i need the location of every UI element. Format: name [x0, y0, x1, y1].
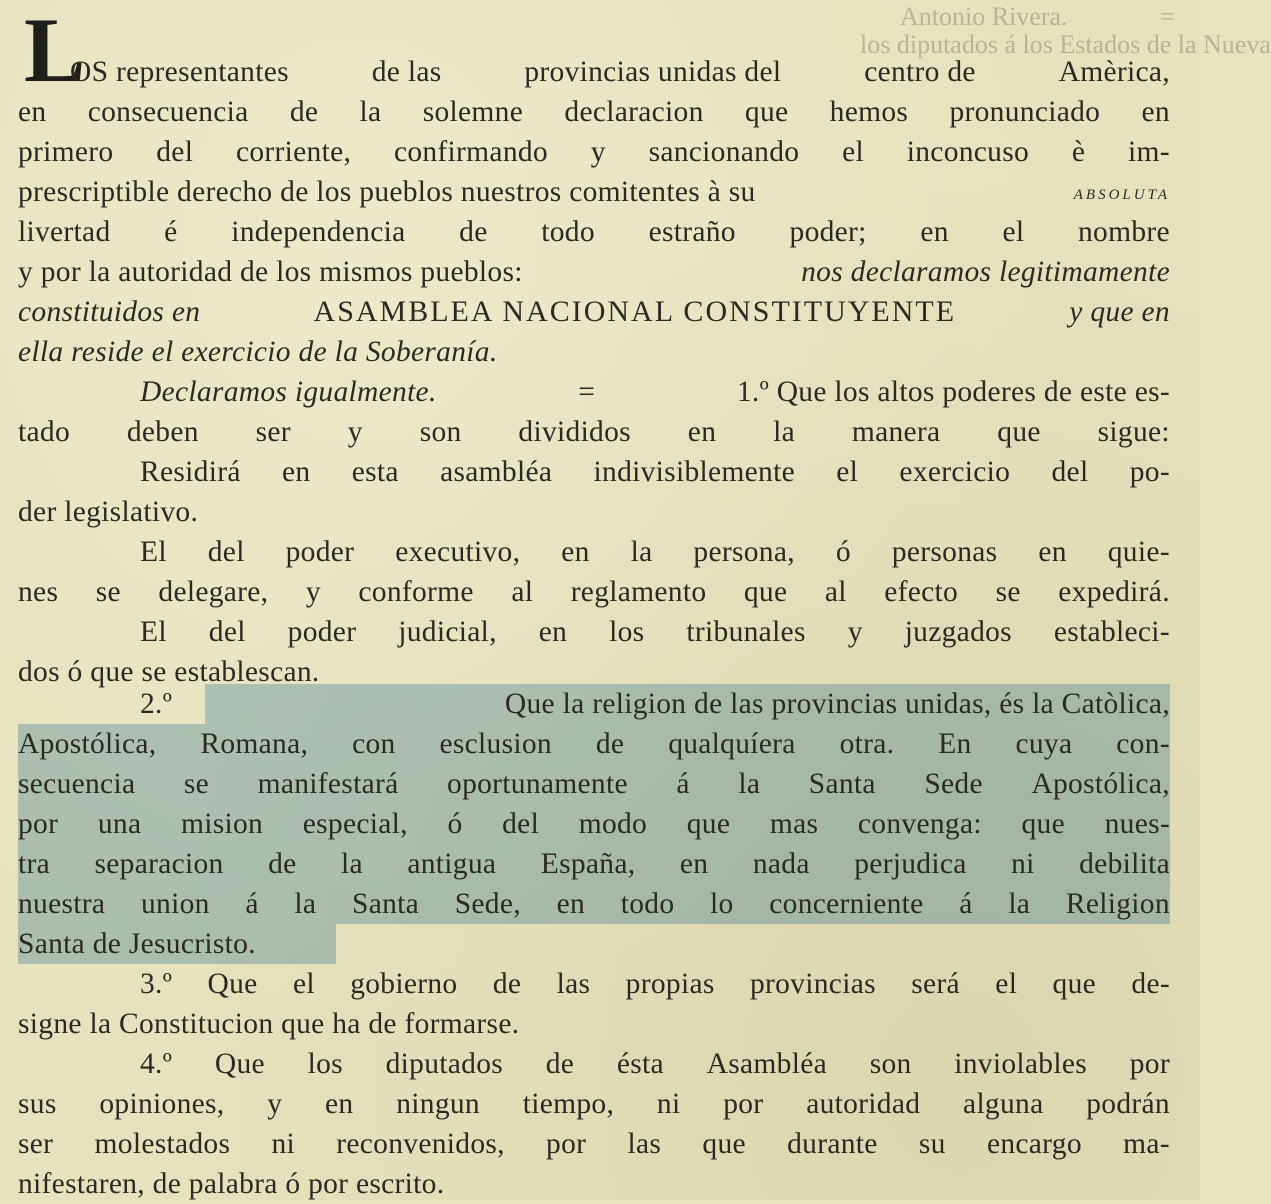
- word: livertad: [18, 216, 111, 248]
- word: en: [1038, 536, 1067, 568]
- word: su: [918, 1128, 946, 1160]
- line-27: [18, 1084, 1170, 1124]
- word: Que: [214, 1048, 265, 1080]
- word: en: [679, 848, 709, 880]
- word: 4.º: [140, 1048, 173, 1080]
- word: en: [18, 96, 47, 128]
- word: expedirá.: [1058, 576, 1170, 608]
- word: asambléa: [440, 456, 553, 488]
- word: poder;: [789, 216, 867, 248]
- word: la: [359, 96, 382, 128]
- word: de-: [1131, 968, 1170, 1000]
- word: judicial,: [398, 616, 497, 648]
- line-1-part-4: centro de: [864, 56, 976, 88]
- word: Que: [207, 968, 258, 1000]
- word: que: [686, 808, 731, 840]
- line-22: [18, 884, 1170, 924]
- word: nuestra: [18, 888, 106, 920]
- line-1: [70, 52, 1170, 92]
- word: esta: [351, 456, 399, 488]
- line-6-text: y por la autoridad de los mismos pueblos:: [18, 256, 523, 288]
- word: se: [95, 576, 121, 608]
- line-5: [18, 212, 1170, 252]
- word: esclusion: [439, 728, 552, 760]
- word: ni: [1011, 848, 1035, 880]
- bleed-mark: =: [1160, 2, 1175, 31]
- line-11: [140, 452, 1170, 492]
- word: las: [556, 968, 591, 1000]
- word: lo: [710, 888, 734, 920]
- line-9-equals: =: [578, 376, 596, 408]
- word: provincias: [749, 968, 876, 1000]
- word: por: [18, 808, 59, 840]
- word: ni: [271, 1128, 296, 1160]
- word: opiniones,: [99, 1088, 225, 1120]
- line-26: [140, 1044, 1170, 1084]
- word: declaracion: [564, 96, 704, 128]
- line-29-text: nifestaren, de palabra ó por escrito.: [18, 1168, 445, 1200]
- line-17-text: Que la religion de las provincias unidas, és la Catòlica,: [504, 688, 1170, 720]
- line-7-italic: constituidos en: [18, 296, 201, 328]
- word: estableci-: [1053, 616, 1170, 648]
- word: 3.º: [140, 968, 173, 1000]
- word: efecto: [884, 576, 959, 608]
- line-8-italic: ella reside el exercicio de la Soberanía.: [18, 336, 498, 368]
- word: en: [538, 616, 568, 648]
- word: sus: [18, 1088, 57, 1120]
- word: el: [292, 968, 315, 1000]
- line-4-smallcaps: absoluta: [1073, 179, 1170, 204]
- word: tiempo,: [522, 1088, 615, 1120]
- word: convenga:: [857, 808, 982, 840]
- word: especial,: [302, 808, 408, 840]
- line-7-caps: ASAMBLEA NACIONAL CONSTITUYENTE: [313, 295, 957, 328]
- word: una: [97, 808, 142, 840]
- line-7: [18, 292, 1170, 332]
- word: los: [609, 616, 645, 648]
- word: alguna: [963, 1088, 1044, 1120]
- word: en: [1141, 96, 1170, 128]
- word: en: [687, 416, 717, 448]
- word: juzgados: [904, 616, 1012, 648]
- line-2: [18, 92, 1170, 132]
- word: á: [245, 888, 259, 920]
- word: exercicio: [899, 456, 1011, 488]
- word: tado: [18, 416, 70, 448]
- bleed-line-2: los diputados á los Estados de la Nueva: [860, 30, 1271, 59]
- word: Religion: [1065, 888, 1170, 920]
- word: Asambléa: [706, 1048, 827, 1080]
- word: Sede: [924, 768, 983, 800]
- word: se: [183, 768, 210, 800]
- word: nada: [752, 848, 810, 880]
- word: del: [1051, 456, 1089, 488]
- word: ma-: [1123, 1128, 1170, 1160]
- word: durante: [787, 1128, 878, 1160]
- word: primero: [18, 136, 114, 168]
- word: delegare,: [158, 576, 269, 608]
- word: antigua: [407, 848, 497, 880]
- line-9: [140, 372, 1170, 412]
- line-28: [18, 1124, 1170, 1164]
- word: diputados: [385, 1048, 504, 1080]
- word: en: [561, 536, 590, 568]
- word: el: [995, 968, 1018, 1000]
- word: á: [676, 768, 690, 800]
- word: poder: [287, 616, 357, 648]
- line-14: [18, 572, 1170, 612]
- line-12: [18, 492, 1170, 532]
- line-10: [18, 412, 1170, 452]
- word: reconvenidos,: [336, 1128, 505, 1160]
- word: solemne: [422, 96, 524, 128]
- line-19: [18, 764, 1170, 804]
- line-7-italic-tail: y que en: [1069, 296, 1170, 328]
- word: los: [307, 1048, 343, 1080]
- word: ser: [18, 1128, 54, 1160]
- word: que: [1021, 808, 1065, 840]
- bleed-through-text: [860, 0, 1271, 60]
- word: autoridad: [806, 1088, 921, 1120]
- word: nues-: [1104, 808, 1170, 840]
- word: corriente,: [235, 136, 352, 168]
- word: molestados: [94, 1128, 231, 1160]
- word: y: [267, 1088, 283, 1120]
- word: propias: [625, 968, 715, 1000]
- word: deben: [126, 416, 199, 448]
- word: de: [289, 96, 319, 128]
- word: è: [1071, 136, 1086, 168]
- word: que: [702, 1128, 746, 1160]
- word: concerniente: [769, 888, 924, 920]
- word: poder: [285, 536, 355, 568]
- line-6-italic: nos declaramos legitimamente: [801, 256, 1170, 288]
- line-25-text: signe la Constitucion que ha de formarse.: [18, 1008, 520, 1040]
- line-12-text: der legislativo.: [18, 496, 199, 528]
- word: gobierno: [350, 968, 458, 1000]
- word: la: [773, 416, 795, 448]
- word: independencia: [231, 216, 406, 248]
- word: El: [140, 616, 167, 648]
- line-17: [140, 684, 1170, 724]
- word: ó: [447, 808, 463, 840]
- word: encargo: [986, 1128, 1082, 1160]
- word: al: [511, 576, 534, 608]
- word: nombre: [1078, 216, 1170, 248]
- word: reglamento: [570, 576, 707, 608]
- word: del: [208, 616, 246, 648]
- word: Santa: [808, 768, 876, 800]
- word: podrán: [1086, 1088, 1170, 1120]
- word: la: [1008, 888, 1031, 920]
- word: á: [959, 888, 973, 920]
- word: divididos: [518, 416, 631, 448]
- word: quie-: [1107, 536, 1170, 568]
- line-6: [18, 252, 1170, 292]
- word: secuencia: [18, 768, 136, 800]
- line-24: [140, 964, 1170, 1004]
- word: indivisiblemente: [593, 456, 795, 488]
- word: mision: [180, 808, 264, 840]
- word: nes: [18, 576, 59, 608]
- word: del: [207, 536, 245, 568]
- word: confirmando: [393, 136, 548, 168]
- line-15: [140, 612, 1170, 652]
- word: son: [869, 1048, 912, 1080]
- word: Sede,: [454, 888, 521, 920]
- word: debilita: [1079, 848, 1170, 880]
- word: im-: [1128, 136, 1170, 168]
- word: Santa: [351, 888, 420, 920]
- word: modo: [578, 808, 648, 840]
- word: consecuencia: [87, 96, 249, 128]
- word: el: [1002, 216, 1025, 248]
- word: en: [556, 888, 586, 920]
- word: de: [459, 216, 488, 248]
- word: manifestará: [257, 768, 399, 800]
- word: la: [630, 536, 653, 568]
- word: será: [911, 968, 960, 1000]
- line-20: [18, 804, 1170, 844]
- word: por: [1129, 1048, 1170, 1080]
- bleed-line-1: Antonio Rivera.: [900, 2, 1068, 31]
- word: en: [325, 1088, 354, 1120]
- word: hemos: [829, 96, 909, 128]
- word: En: [938, 728, 972, 760]
- drop-cap: L: [24, 0, 86, 101]
- word: las: [627, 1128, 662, 1160]
- word: sigue:: [1097, 416, 1170, 448]
- word: se: [995, 576, 1021, 608]
- word: manera: [851, 416, 941, 448]
- word: España,: [540, 848, 636, 880]
- word: todo: [620, 888, 675, 920]
- word: executivo,: [395, 536, 521, 568]
- word: en: [282, 456, 311, 488]
- word: la: [738, 768, 761, 800]
- word: que: [997, 416, 1041, 448]
- word: tra: [18, 848, 51, 880]
- line-16-text: dos ó que se establescan.: [18, 656, 320, 688]
- word: El: [140, 536, 167, 568]
- line-18: [18, 724, 1170, 764]
- word: estraño: [648, 216, 736, 248]
- word: que: [1052, 968, 1097, 1000]
- word: perjudica: [854, 848, 967, 880]
- word: otra.: [839, 728, 895, 760]
- line-8: [18, 332, 1170, 372]
- word: en: [920, 216, 949, 248]
- line-3: [18, 132, 1170, 172]
- word: por: [723, 1088, 764, 1120]
- word: del: [156, 136, 194, 168]
- word: y: [305, 576, 321, 608]
- word: de: [268, 848, 297, 880]
- word: oportunamente: [447, 768, 628, 800]
- word: conforme: [358, 576, 474, 608]
- word: el: [836, 456, 859, 488]
- word: y: [347, 416, 363, 448]
- word: separacion: [94, 848, 224, 880]
- word: por: [546, 1128, 587, 1160]
- word: que: [743, 576, 788, 608]
- word: y: [590, 136, 606, 168]
- word: y: [847, 616, 863, 648]
- word: union: [140, 888, 210, 920]
- line-17-number: 2.º: [140, 688, 173, 720]
- word: la: [294, 888, 317, 920]
- line-23: [18, 924, 1170, 964]
- line-1-part-1: OS representantes: [70, 56, 289, 88]
- word: Apostólica,: [1031, 768, 1170, 800]
- word: el: [842, 136, 864, 168]
- line-1-part-2: de las: [371, 56, 442, 88]
- word: po-: [1129, 456, 1170, 488]
- word: al: [824, 576, 847, 608]
- line-21: [18, 844, 1170, 884]
- word: qualquíera: [668, 728, 796, 760]
- word: inconcuso: [906, 136, 1030, 168]
- word: personas: [891, 536, 998, 568]
- word: la: [341, 848, 363, 880]
- word: son: [419, 416, 462, 448]
- word: cuya: [1015, 728, 1073, 760]
- word: de: [545, 1048, 575, 1080]
- line-1-part-5: Amèrica,: [1058, 56, 1170, 88]
- word: é: [164, 216, 178, 248]
- word: todo: [541, 216, 595, 248]
- word: ningun: [396, 1088, 480, 1120]
- word: Romana,: [200, 728, 309, 760]
- line-9-text: 1.º Que los altos poderes de este es-: [736, 376, 1170, 408]
- line-13: [140, 532, 1170, 572]
- word: mas: [769, 808, 819, 840]
- line-29: [18, 1164, 1170, 1204]
- word: pronunciado: [949, 96, 1101, 128]
- line-9-italic: Declaramos igualmente.: [140, 376, 437, 408]
- word: persona,: [693, 536, 795, 568]
- word: con: [352, 728, 396, 760]
- word: tribunales: [686, 616, 806, 648]
- word: de: [595, 728, 625, 760]
- word: que: [744, 96, 789, 128]
- word: Apostólica,: [18, 728, 157, 760]
- word: ser: [255, 416, 291, 448]
- line-25: [18, 1004, 1170, 1044]
- line-23-text: Santa de Jesucristo.: [18, 928, 256, 960]
- word: sancionando: [648, 136, 800, 168]
- line-4: [18, 172, 1170, 212]
- word: ni: [656, 1088, 681, 1120]
- line-4-text: prescriptible derecho de los pueblos nuestros comitentes à su: [18, 176, 756, 208]
- word: ésta: [616, 1048, 664, 1080]
- word: con-: [1116, 728, 1170, 760]
- word: del: [502, 808, 540, 840]
- line-1-part-3: provincias unidas del: [524, 56, 782, 88]
- word: de: [492, 968, 522, 1000]
- word: ó: [835, 536, 851, 568]
- word: Residirá: [140, 456, 241, 488]
- word: inviolables: [954, 1048, 1088, 1080]
